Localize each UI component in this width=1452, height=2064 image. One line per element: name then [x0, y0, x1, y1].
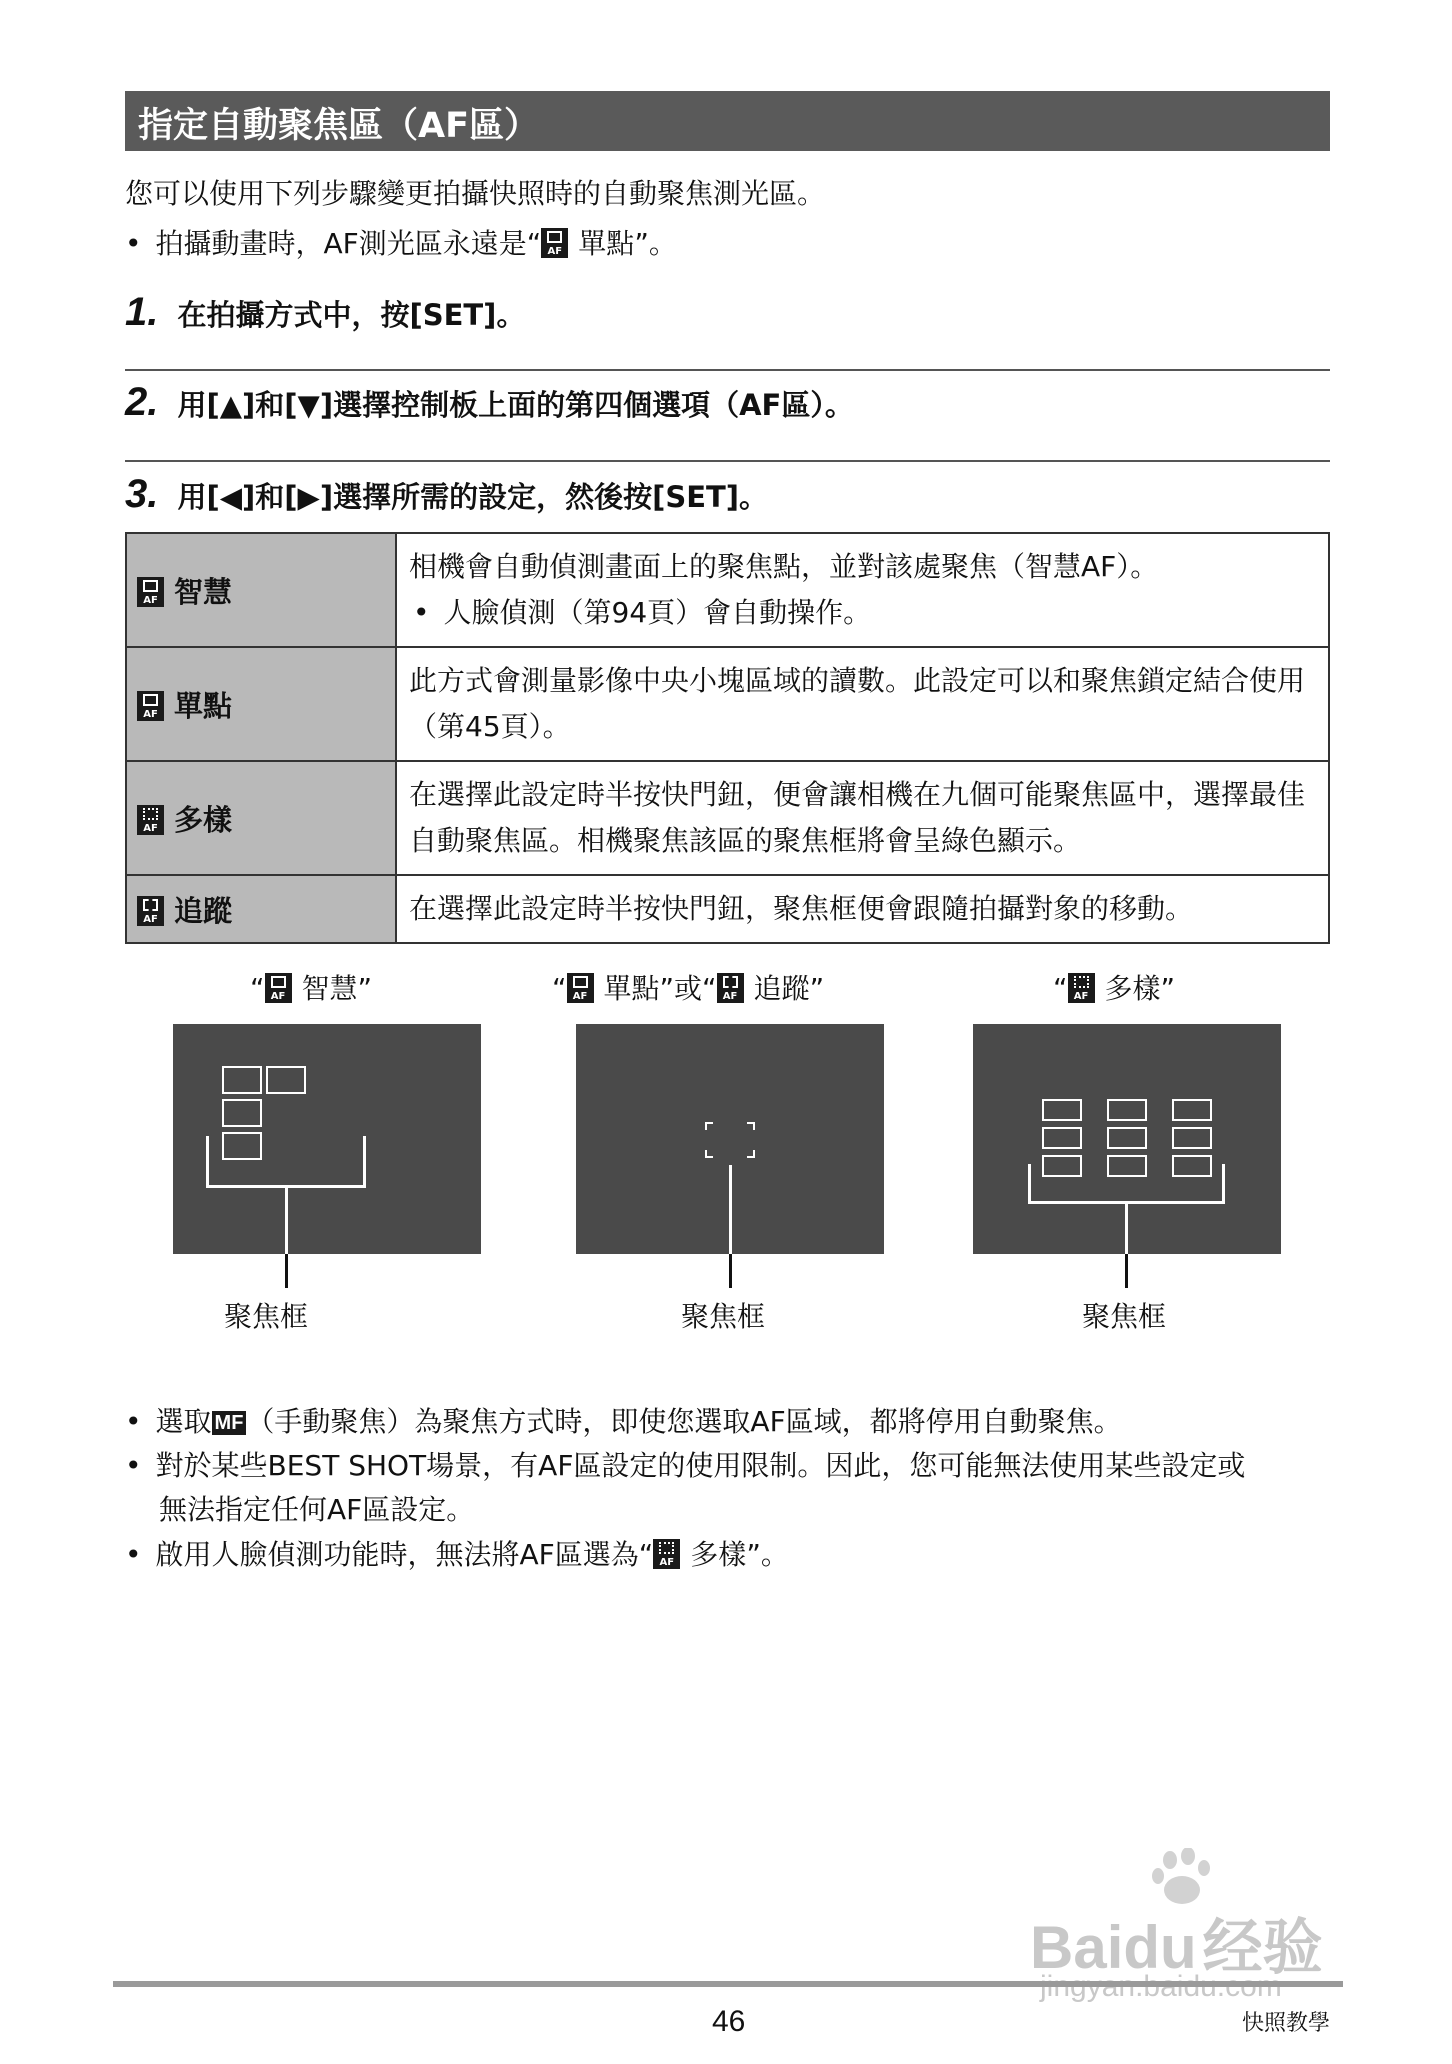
- bracket-line: [206, 1136, 209, 1188]
- intro-text: 您可以使用下列步驟變更拍攝快照時的自動聚焦測光區。: [125, 177, 826, 210]
- diagram-caption-intelligent: “ AF 智慧”: [250, 972, 373, 1005]
- bracket-line: [1222, 1164, 1225, 1204]
- section-title: 指定自動聚焦區（AF區）: [138, 106, 539, 146]
- diagram-caption-multi: “ AF 多樣”: [1053, 972, 1176, 1005]
- desc-cell: 在選擇此設定時半按快門鈕，便會讓相機在九個可能聚焦區中，選擇最佳自動聚焦區。相機聚焦該區的聚焦框將會呈綠色顯示。: [396, 761, 1329, 875]
- focus-frame-label: 聚焦框: [681, 1300, 766, 1333]
- step-1: 1. 在拍攝方式中，按[SET]。: [125, 290, 526, 334]
- af-intelligent-icon: AF: [137, 577, 164, 607]
- focus-frame: [1042, 1155, 1082, 1177]
- pointer-line: [729, 1165, 732, 1254]
- af-multi-icon: AF: [653, 1539, 680, 1569]
- divider: [125, 460, 1330, 462]
- chapter-label: 快照教學: [1242, 2011, 1331, 2036]
- paw-icon: [1150, 1848, 1220, 1908]
- note-mf: • 選取 MF （手動聚焦）為聚焦方式時，即使您選取AF區域，都將停用自動聚焦。: [125, 1405, 1122, 1438]
- focus-frame-label: 聚焦框: [224, 1300, 309, 1333]
- viewfinder-multi: [973, 1024, 1281, 1254]
- note-face-detection: • 啟用人臉偵測功能時，無法將AF區選為“ AF 多樣”。: [125, 1538, 789, 1571]
- focus-corner: [705, 1150, 707, 1158]
- table-row: [126, 533, 1329, 647]
- viewfinder-intelligent: [173, 1024, 481, 1254]
- step-2: 2. 用[▲]和[▼]選擇控制板上面的第四個選項（AF區）。: [125, 380, 854, 424]
- pointer-line: [285, 1254, 288, 1288]
- bracket-line: [206, 1185, 286, 1188]
- mode-cell: AF 智慧: [126, 533, 396, 647]
- intro-bullet: • 拍攝動畫時，AF測光區永遠是“ AF 單點”。: [125, 227, 677, 260]
- focus-corner: [753, 1150, 755, 1158]
- footer-rule: [113, 1981, 1343, 1987]
- focus-frame: [1107, 1099, 1147, 1121]
- table-row: [126, 875, 1329, 943]
- pointer-line: [1125, 1254, 1128, 1288]
- watermark-logo: Baidu 经验: [1030, 1914, 1323, 1981]
- focus-frame: [222, 1066, 262, 1094]
- af-spot-icon: AF: [541, 228, 568, 258]
- focus-corner: [705, 1122, 707, 1130]
- focus-frame: [1042, 1099, 1082, 1121]
- pointer-line: [729, 1254, 732, 1288]
- focus-frame: [1172, 1155, 1212, 1177]
- af-spot-icon: AF: [137, 691, 164, 721]
- manual-focus-icon: MF: [212, 1411, 247, 1435]
- desc-cell: 相機會自動偵測畫面上的聚焦點，並對該處聚焦（智慧AF）。 • 人臉偵測（第94頁）會自動操作。: [396, 533, 1329, 647]
- focus-frame: [1107, 1155, 1147, 1177]
- af-tracking-icon: AF: [137, 896, 164, 926]
- focus-frame: [222, 1132, 262, 1160]
- table-row: [126, 761, 1329, 875]
- bracket-line: [1028, 1164, 1031, 1204]
- viewfinder-spot: [576, 1024, 884, 1254]
- af-spot-icon: AF: [567, 973, 594, 1003]
- watermark-url: [1040, 1970, 1282, 2004]
- focus-frame: [266, 1066, 306, 1094]
- pointer-line: [1125, 1201, 1128, 1254]
- af-multi-icon: AF: [137, 805, 164, 835]
- af-tracking-icon: AF: [717, 973, 744, 1003]
- focus-frame: [1172, 1127, 1212, 1149]
- desc-cell: 在選擇此設定時半按快門鈕，聚焦框便會跟隨拍攝對象的移動。: [396, 875, 1329, 943]
- desc-cell: 此方式會測量影像中央小塊區域的讀數。此設定可以和聚焦鎖定結合使用（第45頁）。: [396, 647, 1329, 761]
- step-3: 3. 用[◀]和[▶]選擇所需的設定，然後按[SET]。: [125, 472, 769, 516]
- mode-cell: AF 多樣: [126, 761, 396, 875]
- diagram-caption-spot-tracking: “ AF 單點”或“ AF 追蹤”: [552, 972, 825, 1005]
- focus-corner: [753, 1122, 755, 1130]
- note-best-shot-cont: 無法指定任何AF區設定。: [159, 1493, 475, 1526]
- focus-frame: [222, 1099, 262, 1127]
- bracket-line: [363, 1136, 366, 1188]
- mode-cell: AF 追蹤: [126, 875, 396, 943]
- note-best-shot: • 對於某些BEST SHOT場景，有AF區設定的使用限制。因此，您可能無法使用某些設定或: [125, 1449, 1246, 1482]
- table-row: [126, 647, 1329, 761]
- bracket-line: [286, 1185, 366, 1188]
- page-number: 46: [712, 2005, 746, 2038]
- af-intelligent-icon: AF: [265, 973, 292, 1003]
- focus-frame: [1042, 1127, 1082, 1149]
- pointer-line: [285, 1185, 288, 1254]
- af-mode-table: [125, 532, 1330, 944]
- mode-cell: AF 單點: [126, 647, 396, 761]
- divider: [125, 369, 1330, 371]
- focus-frame-label: 聚焦框: [1082, 1300, 1167, 1333]
- focus-frame: [1107, 1127, 1147, 1149]
- focus-frame: [1172, 1099, 1212, 1121]
- af-multi-icon: AF: [1068, 973, 1095, 1003]
